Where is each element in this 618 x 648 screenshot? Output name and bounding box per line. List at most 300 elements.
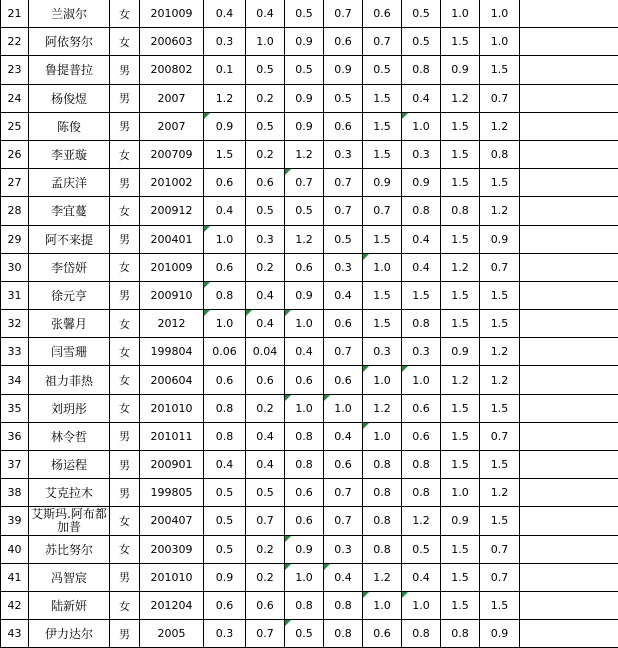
value-cell[interactable]: 0.6 [324,112,363,140]
row-number-cell[interactable]: 31 [1,281,29,309]
value-cell[interactable]: 0.9 [285,112,324,140]
name-cell[interactable]: 杨俊煜 [29,84,110,112]
value-cell[interactable]: 0.8 [402,479,441,507]
blank-cell[interactable] [520,169,618,197]
date-cell[interactable]: 200309 [140,535,204,563]
value-cell[interactable]: 0.6 [285,253,324,281]
blank-cell[interactable] [520,84,618,112]
blank-cell[interactable] [520,338,618,366]
name-cell[interactable]: 艾斯玛.阿布都加普 [29,507,110,535]
name-cell[interactable]: 张馨月 [29,310,110,338]
value-cell[interactable]: 1.0 [363,591,402,619]
date-cell[interactable]: 200802 [140,56,204,84]
value-cell[interactable]: 0.7 [363,28,402,56]
value-cell[interactable]: 1.5 [480,310,520,338]
value-cell[interactable]: 0.4 [246,281,285,309]
value-cell[interactable]: 0.5 [402,0,441,28]
value-cell[interactable]: 0.6 [246,169,285,197]
value-cell[interactable]: 0.7 [324,479,363,507]
name-cell[interactable]: 伊力达尔 [29,620,110,648]
value-cell[interactable]: 0.8 [480,140,520,168]
value-cell[interactable]: 0.06 [204,338,246,366]
value-cell[interactable]: 0.7 [246,620,285,648]
value-cell[interactable]: 1.0 [285,310,324,338]
name-cell[interactable]: 孟庆洋 [29,169,110,197]
value-cell[interactable]: 1.5 [441,281,480,309]
sex-cell[interactable]: 女 [110,253,140,281]
value-cell[interactable]: 0.7 [480,422,520,450]
date-cell[interactable]: 2007 [140,112,204,140]
value-cell[interactable]: 1.5 [363,84,402,112]
sex-cell[interactable]: 男 [110,56,140,84]
value-cell[interactable]: 0.5 [204,535,246,563]
value-cell[interactable]: 0.3 [363,338,402,366]
blank-cell[interactable] [520,281,618,309]
value-cell[interactable]: 0.9 [204,112,246,140]
value-cell[interactable]: 0.8 [402,56,441,84]
sex-cell[interactable]: 女 [110,338,140,366]
value-cell[interactable]: 1.5 [441,591,480,619]
value-cell[interactable]: 1.0 [204,225,246,253]
value-cell[interactable]: 1.2 [402,507,441,535]
row-number-cell[interactable]: 29 [1,225,29,253]
value-cell[interactable]: 1.5 [480,394,520,422]
date-cell[interactable]: 200603 [140,28,204,56]
value-cell[interactable]: 1.5 [480,507,520,535]
value-cell[interactable]: 0.5 [246,479,285,507]
value-cell[interactable]: 1.5 [441,140,480,168]
row-number-cell[interactable]: 24 [1,84,29,112]
sex-cell[interactable]: 女 [110,394,140,422]
sex-cell[interactable]: 男 [110,281,140,309]
value-cell[interactable]: 1.2 [441,253,480,281]
row-number-cell[interactable]: 21 [1,0,29,28]
value-cell[interactable]: 0.4 [246,422,285,450]
value-cell[interactable]: 0.5 [402,28,441,56]
value-cell[interactable]: 0.6 [204,169,246,197]
value-cell[interactable]: 1.5 [204,140,246,168]
value-cell[interactable]: 0.5 [204,479,246,507]
value-cell[interactable]: 1.2 [480,479,520,507]
value-cell[interactable]: 1.2 [441,366,480,394]
value-cell[interactable]: 0.5 [285,0,324,28]
value-cell[interactable]: 0.8 [363,507,402,535]
value-cell[interactable]: 1.2 [480,338,520,366]
value-cell[interactable]: 0.5 [363,56,402,84]
value-cell[interactable]: 0.5 [246,197,285,225]
sex-cell[interactable]: 男 [110,422,140,450]
name-cell[interactable]: 阿依努尔 [29,28,110,56]
blank-cell[interactable] [520,535,618,563]
value-cell[interactable]: 1.5 [441,28,480,56]
blank-cell[interactable] [520,591,618,619]
value-cell[interactable]: 0.4 [204,451,246,479]
sex-cell[interactable]: 男 [110,620,140,648]
row-number-cell[interactable]: 22 [1,28,29,56]
date-cell[interactable]: 201002 [140,169,204,197]
value-cell[interactable]: 0.5 [285,56,324,84]
value-cell[interactable]: 0.6 [246,591,285,619]
sex-cell[interactable]: 女 [110,535,140,563]
sex-cell[interactable]: 男 [110,451,140,479]
value-cell[interactable]: 0.8 [285,451,324,479]
value-cell[interactable]: 0.8 [402,620,441,648]
sex-cell[interactable]: 女 [110,507,140,535]
name-cell[interactable]: 鲁提普拉 [29,56,110,84]
value-cell[interactable]: 0.2 [246,253,285,281]
value-cell[interactable]: 0.8 [402,451,441,479]
value-cell[interactable]: 1.5 [441,310,480,338]
date-cell[interactable]: 201010 [140,563,204,591]
value-cell[interactable]: 1.0 [246,28,285,56]
value-cell[interactable]: 0.4 [204,0,246,28]
value-cell[interactable]: 0.8 [285,591,324,619]
row-number-cell[interactable]: 36 [1,422,29,450]
value-cell[interactable]: 1.5 [363,281,402,309]
sex-cell[interactable]: 女 [110,366,140,394]
sex-cell[interactable]: 女 [110,591,140,619]
value-cell[interactable]: 1.5 [441,225,480,253]
value-cell[interactable]: 1.0 [363,422,402,450]
blank-cell[interactable] [520,451,618,479]
value-cell[interactable]: 0.9 [285,281,324,309]
name-cell[interactable]: 杨运程 [29,451,110,479]
row-number-cell[interactable]: 32 [1,310,29,338]
value-cell[interactable]: 1.5 [363,310,402,338]
value-cell[interactable]: 0.9 [285,535,324,563]
value-cell[interactable]: 1.0 [285,394,324,422]
row-number-cell[interactable]: 42 [1,591,29,619]
value-cell[interactable]: 0.1 [204,56,246,84]
blank-cell[interactable] [520,28,618,56]
value-cell[interactable]: 0.9 [402,169,441,197]
value-cell[interactable]: 1.0 [480,28,520,56]
value-cell[interactable]: 1.0 [324,394,363,422]
date-cell[interactable]: 200401 [140,225,204,253]
name-cell[interactable]: 艾克拉木 [29,479,110,507]
value-cell[interactable]: 1.2 [363,563,402,591]
value-cell[interactable]: 0.3 [324,140,363,168]
value-cell[interactable]: 0.8 [441,197,480,225]
value-cell[interactable]: 1.5 [480,56,520,84]
value-cell[interactable]: 0.8 [441,620,480,648]
value-cell[interactable]: 0.6 [285,479,324,507]
value-cell[interactable]: 1.0 [441,479,480,507]
value-cell[interactable]: 0.6 [204,366,246,394]
value-cell[interactable]: 1.0 [204,310,246,338]
value-cell[interactable]: 0.4 [402,225,441,253]
value-cell[interactable]: 0.4 [402,253,441,281]
value-cell[interactable]: 0.6 [363,0,402,28]
value-cell[interactable]: 0.9 [285,28,324,56]
value-cell[interactable]: 1.2 [480,197,520,225]
row-number-cell[interactable]: 23 [1,56,29,84]
blank-cell[interactable] [520,253,618,281]
value-cell[interactable]: 1.5 [441,451,480,479]
row-number-cell[interactable]: 38 [1,479,29,507]
value-cell[interactable]: 1.0 [285,563,324,591]
blank-cell[interactable] [520,620,618,648]
blank-cell[interactable] [520,56,618,84]
value-cell[interactable]: 0.3 [402,338,441,366]
value-cell[interactable]: 0.7 [324,507,363,535]
blank-cell[interactable] [520,310,618,338]
date-cell[interactable]: 200709 [140,140,204,168]
value-cell[interactable]: 0.6 [324,451,363,479]
value-cell[interactable]: 0.8 [204,281,246,309]
sex-cell[interactable]: 女 [110,0,140,28]
value-cell[interactable]: 0.5 [324,84,363,112]
value-cell[interactable]: 0.5 [204,507,246,535]
row-number-cell[interactable]: 34 [1,366,29,394]
row-number-cell[interactable]: 33 [1,338,29,366]
value-cell[interactable]: 0.3 [204,28,246,56]
name-cell[interactable]: 林令哲 [29,422,110,450]
value-cell[interactable]: 0.6 [204,591,246,619]
row-number-cell[interactable]: 41 [1,563,29,591]
sex-cell[interactable]: 女 [110,197,140,225]
value-cell[interactable]: 1.5 [402,281,441,309]
blank-cell[interactable] [520,140,618,168]
row-number-cell[interactable]: 39 [1,507,29,535]
value-cell[interactable]: 1.2 [480,112,520,140]
sex-cell[interactable]: 男 [110,479,140,507]
row-number-cell[interactable]: 40 [1,535,29,563]
value-cell[interactable]: 0.7 [285,169,324,197]
value-cell[interactable]: 1.5 [441,169,480,197]
value-cell[interactable]: 1.5 [441,112,480,140]
value-cell[interactable]: 0.6 [285,366,324,394]
value-cell[interactable]: 0.5 [285,197,324,225]
sex-cell[interactable]: 男 [110,225,140,253]
value-cell[interactable]: 1.2 [363,394,402,422]
value-cell[interactable]: 0.2 [246,563,285,591]
blank-cell[interactable] [520,0,618,28]
sex-cell[interactable]: 男 [110,112,140,140]
row-number-cell[interactable]: 37 [1,451,29,479]
value-cell[interactable]: 0.6 [402,422,441,450]
value-cell[interactable]: 0.8 [363,479,402,507]
value-cell[interactable]: 0.5 [246,56,285,84]
date-cell[interactable]: 201009 [140,253,204,281]
value-cell[interactable]: 1.5 [480,451,520,479]
value-cell[interactable]: 0.9 [441,56,480,84]
value-cell[interactable]: 0.6 [324,28,363,56]
value-cell[interactable]: 1.0 [480,0,520,28]
value-cell[interactable]: 0.2 [246,394,285,422]
blank-cell[interactable] [520,112,618,140]
date-cell[interactable]: 2012 [140,310,204,338]
value-cell[interactable]: 1.0 [363,366,402,394]
sex-cell[interactable]: 男 [110,563,140,591]
value-cell[interactable]: 0.04 [246,338,285,366]
blank-cell[interactable] [520,563,618,591]
value-cell[interactable]: 0.4 [402,84,441,112]
value-cell[interactable]: 0.6 [324,366,363,394]
value-cell[interactable]: 0.4 [204,197,246,225]
value-cell[interactable]: 0.8 [402,310,441,338]
value-cell[interactable]: 0.6 [402,394,441,422]
value-cell[interactable]: 0.4 [324,422,363,450]
value-cell[interactable]: 0.8 [204,394,246,422]
value-cell[interactable]: 0.9 [441,507,480,535]
value-cell[interactable]: 0.3 [324,253,363,281]
value-cell[interactable]: 0.9 [480,620,520,648]
value-cell[interactable]: 0.2 [246,84,285,112]
value-cell[interactable]: 0.2 [246,140,285,168]
date-cell[interactable]: 2005 [140,620,204,648]
date-cell[interactable]: 199804 [140,338,204,366]
date-cell[interactable]: 200910 [140,281,204,309]
value-cell[interactable]: 0.9 [285,84,324,112]
value-cell[interactable]: 0.9 [204,563,246,591]
value-cell[interactable]: 0.5 [285,620,324,648]
value-cell[interactable]: 0.7 [324,0,363,28]
value-cell[interactable]: 0.9 [324,56,363,84]
row-number-cell[interactable]: 43 [1,620,29,648]
date-cell[interactable]: 201011 [140,422,204,450]
name-cell[interactable]: 李宜蔓 [29,197,110,225]
date-cell[interactable]: 201010 [140,394,204,422]
value-cell[interactable]: 0.4 [246,310,285,338]
value-cell[interactable]: 1.5 [363,112,402,140]
value-cell[interactable]: 0.6 [246,366,285,394]
value-cell[interactable]: 1.5 [480,169,520,197]
name-cell[interactable]: 冯智宸 [29,563,110,591]
value-cell[interactable]: 0.6 [324,310,363,338]
blank-cell[interactable] [520,479,618,507]
name-cell[interactable]: 祖力菲热 [29,366,110,394]
row-number-cell[interactable]: 30 [1,253,29,281]
value-cell[interactable]: 0.6 [204,253,246,281]
value-cell[interactable]: 0.5 [402,535,441,563]
value-cell[interactable]: 0.7 [480,84,520,112]
value-cell[interactable]: 1.2 [204,84,246,112]
value-cell[interactable]: 0.7 [363,197,402,225]
value-cell[interactable]: 0.4 [285,338,324,366]
value-cell[interactable]: 1.0 [402,112,441,140]
blank-cell[interactable] [520,366,618,394]
name-cell[interactable]: 兰淑尔 [29,0,110,28]
value-cell[interactable]: 0.9 [363,169,402,197]
name-cell[interactable]: 陈俊 [29,112,110,140]
value-cell[interactable]: 0.9 [441,338,480,366]
row-number-cell[interactable]: 26 [1,140,29,168]
value-cell[interactable]: 0.5 [324,225,363,253]
value-cell[interactable]: 1.5 [441,422,480,450]
name-cell[interactable]: 李岱妍 [29,253,110,281]
blank-cell[interactable] [520,394,618,422]
sex-cell[interactable]: 女 [110,310,140,338]
value-cell[interactable]: 0.8 [402,197,441,225]
value-cell[interactable]: 1.2 [285,140,324,168]
value-cell[interactable]: 1.0 [402,366,441,394]
name-cell[interactable]: 苏比努尔 [29,535,110,563]
blank-cell[interactable] [520,197,618,225]
value-cell[interactable]: 0.3 [246,225,285,253]
value-cell[interactable]: 0.8 [363,451,402,479]
date-cell[interactable]: 200901 [140,451,204,479]
name-cell[interactable]: 刘玥彤 [29,394,110,422]
row-number-cell[interactable]: 27 [1,169,29,197]
value-cell[interactable]: 0.4 [246,0,285,28]
value-cell[interactable]: 1.0 [441,0,480,28]
value-cell[interactable]: 1.2 [285,225,324,253]
value-cell[interactable]: 0.7 [324,338,363,366]
value-cell[interactable]: 1.0 [402,591,441,619]
value-cell[interactable]: 0.3 [324,535,363,563]
value-cell[interactable]: 0.7 [324,169,363,197]
value-cell[interactable]: 0.7 [480,253,520,281]
value-cell[interactable]: 1.2 [480,366,520,394]
value-cell[interactable]: 0.3 [402,140,441,168]
value-cell[interactable]: 0.4 [246,451,285,479]
value-cell[interactable]: 0.8 [324,620,363,648]
date-cell[interactable]: 201009 [140,0,204,28]
value-cell[interactable]: 0.7 [480,535,520,563]
name-cell[interactable]: 李亚璇 [29,140,110,168]
name-cell[interactable]: 闫雪珊 [29,338,110,366]
sex-cell[interactable]: 女 [110,140,140,168]
table-row [1,0,618,28]
value-cell[interactable]: 1.2 [441,84,480,112]
value-cell[interactable]: 0.6 [285,507,324,535]
value-cell[interactable]: 0.4 [402,563,441,591]
sex-cell[interactable]: 男 [110,84,140,112]
value-cell[interactable]: 0.4 [324,281,363,309]
value-cell[interactable]: 1.5 [441,563,480,591]
blank-cell[interactable] [520,225,618,253]
value-cell[interactable]: 1.5 [480,591,520,619]
date-cell[interactable]: 200407 [140,507,204,535]
value-cell[interactable]: 1.5 [363,225,402,253]
date-cell[interactable]: 2007 [140,84,204,112]
value-cell[interactable]: 0.8 [363,535,402,563]
name-cell[interactable]: 阿不来提 [29,225,110,253]
date-cell[interactable]: 201204 [140,591,204,619]
name-cell[interactable]: 陆新妍 [29,591,110,619]
value-cell[interactable]: 0.5 [246,112,285,140]
date-cell[interactable]: 200604 [140,366,204,394]
value-cell[interactable]: 0.7 [246,507,285,535]
date-cell[interactable]: 200912 [140,197,204,225]
sex-cell[interactable]: 女 [110,28,140,56]
blank-cell[interactable] [520,507,618,535]
value-cell[interactable]: 1.5 [441,535,480,563]
value-cell[interactable]: 0.9 [480,225,520,253]
value-cell[interactable]: 0.4 [324,563,363,591]
date-cell[interactable]: 199805 [140,479,204,507]
value-cell[interactable]: 0.8 [324,591,363,619]
row-number-cell[interactable]: 28 [1,197,29,225]
value-cell[interactable]: 1.5 [363,140,402,168]
name-cell[interactable]: 徐元亨 [29,281,110,309]
value-cell[interactable]: 0.8 [204,422,246,450]
value-cell[interactable]: 1.5 [441,394,480,422]
value-cell[interactable]: 0.2 [246,535,285,563]
row-number-cell[interactable]: 25 [1,112,29,140]
sex-cell[interactable]: 男 [110,169,140,197]
value-cell[interactable]: 0.6 [363,620,402,648]
blank-cell[interactable] [520,422,618,450]
value-cell[interactable]: 0.7 [324,197,363,225]
value-cell[interactable]: 0.7 [480,563,520,591]
value-cell[interactable]: 0.3 [204,620,246,648]
row-number-cell[interactable]: 35 [1,394,29,422]
value-cell[interactable]: 1.0 [363,253,402,281]
value-cell[interactable]: 0.8 [285,422,324,450]
value-cell[interactable]: 1.5 [480,281,520,309]
